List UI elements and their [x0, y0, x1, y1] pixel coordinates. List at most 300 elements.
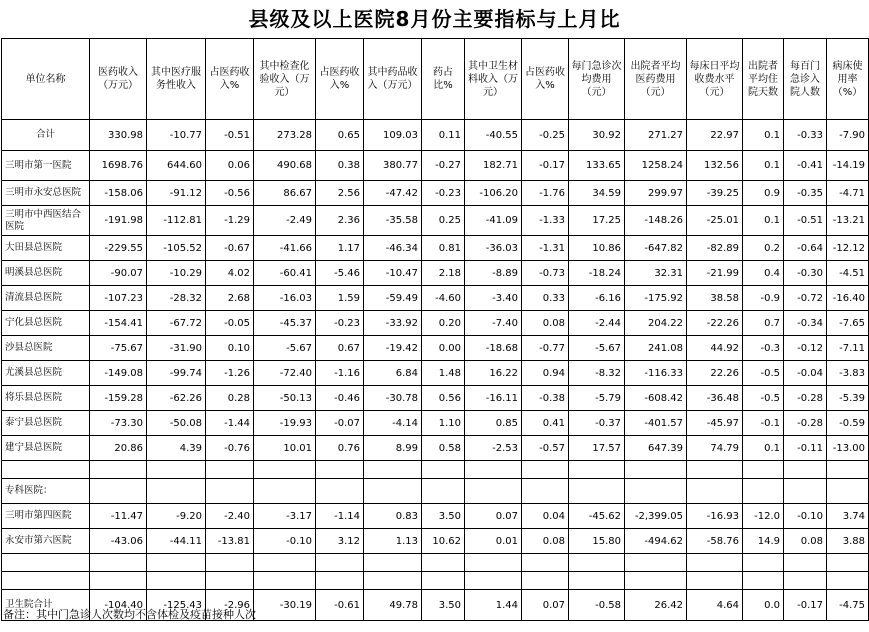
table-row — [2, 151, 869, 181]
unit-name-cell: 清流县总医院 — [2, 286, 90, 311]
value-cell: -0.05 — [206, 311, 254, 336]
column-header: 药占比% — [422, 39, 465, 120]
unit-name-cell: 宁化县总医院 — [2, 311, 90, 336]
value-cell: 30.92 — [569, 120, 625, 151]
empty-cell — [625, 461, 687, 479]
value-cell: 0.67 — [316, 336, 364, 361]
value-cell: -494.62 — [625, 529, 687, 554]
unit-name-cell: 三明市中西医结合医院 — [2, 206, 90, 236]
value-cell: 0.04 — [522, 504, 569, 529]
value-cell: -45.37 — [254, 311, 316, 336]
value-cell: -75.67 — [90, 336, 147, 361]
value-cell: -158.06 — [90, 181, 147, 206]
value-cell: -5.67 — [569, 336, 625, 361]
value-cell: -0.61 — [316, 590, 364, 621]
value-cell: 490.68 — [254, 151, 316, 181]
value-cell: -2.40 — [206, 504, 254, 529]
value-cell: 34.59 — [569, 181, 625, 206]
empty-cell — [784, 572, 827, 590]
empty-cell — [90, 572, 147, 590]
value-cell: 380.77 — [364, 151, 422, 181]
empty-cell — [784, 554, 827, 572]
value-cell: 0.83 — [364, 504, 422, 529]
empty-cell — [364, 479, 422, 504]
value-cell: 44.92 — [687, 336, 743, 361]
value-cell: -7.11 — [827, 336, 869, 361]
value-cell: -107.23 — [90, 286, 147, 311]
value-cell: -105.52 — [147, 236, 206, 261]
empty-cell — [206, 572, 254, 590]
empty-cell — [687, 479, 743, 504]
empty-cell — [316, 554, 364, 572]
value-cell: -3.40 — [465, 286, 522, 311]
value-cell: -4.14 — [364, 411, 422, 436]
value-cell: -12.0 — [743, 504, 784, 529]
value-cell: 3.88 — [827, 529, 869, 554]
empty-cell — [254, 461, 316, 479]
value-cell: -0.72 — [784, 286, 827, 311]
value-cell: 10.86 — [569, 236, 625, 261]
table-row — [2, 236, 869, 261]
value-cell: 17.57 — [569, 436, 625, 461]
empty-cell — [147, 572, 206, 590]
value-cell: 132.56 — [687, 151, 743, 181]
value-cell: 6.84 — [364, 361, 422, 386]
value-cell: -60.41 — [254, 261, 316, 286]
column-header: 每百门急诊入院人数 — [784, 39, 827, 120]
value-cell: -18.24 — [569, 261, 625, 286]
empty-cell — [522, 554, 569, 572]
table-row — [2, 436, 869, 461]
value-cell: -41.66 — [254, 236, 316, 261]
empty-cell — [316, 479, 364, 504]
table-row — [2, 120, 869, 151]
empty-cell — [687, 572, 743, 590]
empty-cell — [522, 479, 569, 504]
value-cell: -1.16 — [316, 361, 364, 386]
value-cell: 0.07 — [522, 590, 569, 621]
table-row — [2, 181, 869, 206]
value-cell: -7.65 — [827, 311, 869, 336]
footnote: 备注：其中门急诊人次数均不含体检及疫苗接种人次 — [3, 608, 256, 621]
value-cell: -2.96 — [206, 590, 254, 621]
value-cell: -0.04 — [784, 361, 827, 386]
value-cell: -41.09 — [465, 206, 522, 236]
value-cell: 0.20 — [422, 311, 465, 336]
empty-cell — [2, 554, 90, 572]
empty-cell — [569, 572, 625, 590]
table-row — [2, 311, 869, 336]
unit-name-cell: 建宁县总医院 — [2, 436, 90, 461]
value-cell: -72.40 — [254, 361, 316, 386]
value-cell: -7.90 — [827, 120, 869, 151]
value-cell: 0.08 — [784, 529, 827, 554]
specialty-section-row — [2, 479, 869, 504]
empty-cell — [147, 479, 206, 504]
value-cell: -45.97 — [687, 411, 743, 436]
value-cell: -19.42 — [364, 336, 422, 361]
empty-cell — [625, 572, 687, 590]
value-cell: 0.7 — [743, 311, 784, 336]
value-cell: -36.03 — [465, 236, 522, 261]
value-cell: -0.58 — [569, 590, 625, 621]
column-header: 病床使用率（%） — [827, 39, 869, 120]
value-cell: -62.26 — [147, 386, 206, 411]
value-cell: -10.29 — [147, 261, 206, 286]
value-cell: -401.57 — [625, 411, 687, 436]
empty-cell — [254, 554, 316, 572]
empty-cell — [364, 572, 422, 590]
value-cell: 1.44 — [465, 590, 522, 621]
value-cell: 2.18 — [422, 261, 465, 286]
value-cell: 1.13 — [364, 529, 422, 554]
unit-name-cell: 将乐县总医院 — [2, 386, 90, 411]
table-header-row — [2, 39, 869, 120]
value-cell: -22.26 — [687, 311, 743, 336]
empty-cell — [90, 554, 147, 572]
column-header: 其中卫生材料收入（万元） — [465, 39, 522, 120]
value-cell: -3.83 — [827, 361, 869, 386]
value-cell: -0.51 — [784, 206, 827, 236]
value-cell: -67.72 — [147, 311, 206, 336]
value-cell: 14.9 — [743, 529, 784, 554]
empty-cell — [743, 554, 784, 572]
indicator-table — [1, 38, 869, 621]
value-cell: -99.74 — [147, 361, 206, 386]
value-cell: 22.26 — [687, 361, 743, 386]
value-cell: -8.89 — [465, 261, 522, 286]
value-cell: -13.21 — [827, 206, 869, 236]
value-cell: -44.11 — [147, 529, 206, 554]
value-cell: -647.82 — [625, 236, 687, 261]
value-cell: -0.38 — [522, 386, 569, 411]
table-row — [2, 206, 869, 236]
value-cell: 49.78 — [364, 590, 422, 621]
value-cell: -0.73 — [522, 261, 569, 286]
value-cell: 4.39 — [147, 436, 206, 461]
value-cell: -0.17 — [522, 151, 569, 181]
value-cell: -19.93 — [254, 411, 316, 436]
unit-name-cell: 合计 — [2, 120, 90, 151]
empty-cell — [465, 461, 522, 479]
value-cell: -2.44 — [569, 311, 625, 336]
value-cell: 182.71 — [465, 151, 522, 181]
value-cell: -10.47 — [364, 261, 422, 286]
column-header: 占医药收入% — [316, 39, 364, 120]
value-cell: -1.29 — [206, 206, 254, 236]
value-cell: -21.99 — [687, 261, 743, 286]
table-row — [2, 286, 869, 311]
value-cell: 0.58 — [422, 436, 465, 461]
value-cell: 1258.24 — [625, 151, 687, 181]
value-cell: -4.51 — [827, 261, 869, 286]
value-cell: -5.39 — [827, 386, 869, 411]
empty-cell — [522, 461, 569, 479]
value-cell: -11.47 — [90, 504, 147, 529]
empty-cell — [743, 572, 784, 590]
value-cell: -0.10 — [254, 529, 316, 554]
value-cell: 0.1 — [743, 120, 784, 151]
value-cell: -46.34 — [364, 236, 422, 261]
value-cell: -106.20 — [465, 181, 522, 206]
value-cell: -40.55 — [465, 120, 522, 151]
value-cell: -43.06 — [90, 529, 147, 554]
value-cell: 15.80 — [569, 529, 625, 554]
value-cell: -16.11 — [465, 386, 522, 411]
value-cell: -0.23 — [316, 311, 364, 336]
value-cell: -5.46 — [316, 261, 364, 286]
value-cell: -148.26 — [625, 206, 687, 236]
value-cell: 0.0 — [743, 590, 784, 621]
value-cell: -16.93 — [687, 504, 743, 529]
value-cell: -0.46 — [316, 386, 364, 411]
value-cell: -0.12 — [784, 336, 827, 361]
value-cell: 1.59 — [316, 286, 364, 311]
value-cell: -31.90 — [147, 336, 206, 361]
empty-cell — [422, 479, 465, 504]
value-cell: 0.2 — [743, 236, 784, 261]
value-cell: -45.62 — [569, 504, 625, 529]
value-cell: -0.17 — [784, 590, 827, 621]
empty-cell — [743, 479, 784, 504]
unit-name-cell: 三明市永安总医院 — [2, 181, 90, 206]
empty-cell — [569, 554, 625, 572]
value-cell: -25.01 — [687, 206, 743, 236]
value-cell: -0.37 — [569, 411, 625, 436]
empty-cell — [522, 572, 569, 590]
empty-cell — [254, 479, 316, 504]
value-cell: 17.25 — [569, 206, 625, 236]
value-cell: -0.41 — [784, 151, 827, 181]
column-header: 出院者平均医药费用（元） — [625, 39, 687, 120]
column-header: 其中医疗服务性收入 — [147, 39, 206, 120]
table-row — [2, 261, 869, 286]
value-cell: -608.42 — [625, 386, 687, 411]
value-cell: 1.48 — [422, 361, 465, 386]
empty-cell — [2, 461, 90, 479]
value-cell: 0.00 — [422, 336, 465, 361]
value-cell: 0.25 — [422, 206, 465, 236]
empty-cell — [743, 461, 784, 479]
value-cell: -0.10 — [784, 504, 827, 529]
empty-cell — [465, 572, 522, 590]
empty-cell — [364, 554, 422, 572]
value-cell: 1.17 — [316, 236, 364, 261]
empty-cell — [206, 461, 254, 479]
spacer-row — [2, 572, 869, 590]
empty-cell — [827, 554, 869, 572]
value-cell: -39.25 — [687, 181, 743, 206]
empty-cell — [687, 554, 743, 572]
value-cell: -0.51 — [206, 120, 254, 151]
value-cell: 273.28 — [254, 120, 316, 151]
column-header: 其中药品收入（万元） — [364, 39, 422, 120]
value-cell: 3.74 — [827, 504, 869, 529]
value-cell: 0.41 — [522, 411, 569, 436]
value-cell: -1.33 — [522, 206, 569, 236]
table-row — [2, 361, 869, 386]
value-cell: 2.68 — [206, 286, 254, 311]
value-cell: -159.28 — [90, 386, 147, 411]
value-cell: -2,399.05 — [625, 504, 687, 529]
value-cell: 22.97 — [687, 120, 743, 151]
value-cell: -0.9 — [743, 286, 784, 311]
value-cell: 3.50 — [422, 504, 465, 529]
value-cell: -91.12 — [147, 181, 206, 206]
value-cell: -154.41 — [90, 311, 147, 336]
empty-cell — [465, 554, 522, 572]
value-cell: 330.98 — [90, 120, 147, 151]
empty-cell — [206, 479, 254, 504]
empty-cell — [827, 572, 869, 590]
value-cell: 241.08 — [625, 336, 687, 361]
column-header: 单位名称 — [2, 39, 90, 120]
spacer-row — [2, 461, 869, 479]
value-cell: 0.4 — [743, 261, 784, 286]
value-cell: -59.49 — [364, 286, 422, 311]
value-cell: 0.06 — [206, 151, 254, 181]
value-cell: -58.76 — [687, 529, 743, 554]
value-cell: -0.30 — [784, 261, 827, 286]
value-cell: 26.42 — [625, 590, 687, 621]
value-cell: 0.1 — [743, 206, 784, 236]
value-cell: -12.12 — [827, 236, 869, 261]
column-header: 每门急诊次均费用（元） — [569, 39, 625, 120]
value-cell: 0.38 — [316, 151, 364, 181]
value-cell: -0.64 — [784, 236, 827, 261]
value-cell: -0.77 — [522, 336, 569, 361]
value-cell: -33.92 — [364, 311, 422, 336]
empty-cell — [90, 479, 147, 504]
value-cell: 0.33 — [522, 286, 569, 311]
value-cell: -82.89 — [687, 236, 743, 261]
table-body — [2, 120, 869, 621]
value-cell: 0.1 — [743, 151, 784, 181]
empty-cell — [422, 572, 465, 590]
value-cell: -1.26 — [206, 361, 254, 386]
empty-cell — [316, 461, 364, 479]
empty-cell — [687, 461, 743, 479]
value-cell: 133.65 — [569, 151, 625, 181]
table-row — [2, 411, 869, 436]
value-cell: -13.00 — [827, 436, 869, 461]
value-cell: 10.62 — [422, 529, 465, 554]
value-cell: -18.68 — [465, 336, 522, 361]
value-cell: 1698.76 — [90, 151, 147, 181]
unit-name-cell: 泰宁县总医院 — [2, 411, 90, 436]
value-cell: -30.19 — [254, 590, 316, 621]
value-cell: -0.76 — [206, 436, 254, 461]
value-cell: -1.44 — [206, 411, 254, 436]
empty-cell — [364, 461, 422, 479]
value-cell: 644.60 — [147, 151, 206, 181]
unit-name-cell: 卫生院合计 — [2, 590, 90, 621]
value-cell: -1.76 — [522, 181, 569, 206]
value-cell: -14.19 — [827, 151, 869, 181]
value-cell: 0.07 — [465, 504, 522, 529]
table-row — [2, 504, 869, 529]
value-cell: -1.14 — [316, 504, 364, 529]
value-cell: -0.57 — [522, 436, 569, 461]
empty-cell — [422, 461, 465, 479]
value-cell: 2.56 — [316, 181, 364, 206]
empty-cell — [827, 461, 869, 479]
unit-name-cell: 永安市第六医院 — [2, 529, 90, 554]
unit-name-cell: 三明市第四医院 — [2, 504, 90, 529]
value-cell: -7.40 — [465, 311, 522, 336]
page-title: 县级及以上医院8月份主要指标与上月比 — [248, 7, 621, 31]
value-cell: -0.3 — [743, 336, 784, 361]
value-cell: 204.22 — [625, 311, 687, 336]
value-cell: -90.07 — [90, 261, 147, 286]
value-cell: -10.77 — [147, 120, 206, 151]
value-cell: -0.07 — [316, 411, 364, 436]
value-cell: -4.75 — [827, 590, 869, 621]
value-cell: -175.92 — [625, 286, 687, 311]
value-cell: 647.39 — [625, 436, 687, 461]
value-cell: 0.94 — [522, 361, 569, 386]
value-cell: -0.34 — [784, 311, 827, 336]
value-cell: -16.40 — [827, 286, 869, 311]
value-cell: -9.20 — [147, 504, 206, 529]
value-cell: -0.23 — [422, 181, 465, 206]
empty-cell — [422, 554, 465, 572]
value-cell: -36.48 — [687, 386, 743, 411]
value-cell: -0.33 — [784, 120, 827, 151]
column-header: 占医药收入% — [206, 39, 254, 120]
spacer-row — [2, 554, 869, 572]
unit-name-cell: 大田县总医院 — [2, 236, 90, 261]
value-cell: 0.81 — [422, 236, 465, 261]
unit-name-cell: 尤溪县总医院 — [2, 361, 90, 386]
value-cell: -112.81 — [147, 206, 206, 236]
empty-cell — [90, 461, 147, 479]
value-cell: -149.08 — [90, 361, 147, 386]
value-cell: -16.03 — [254, 286, 316, 311]
value-cell: 0.28 — [206, 386, 254, 411]
empty-cell — [254, 572, 316, 590]
value-cell: -2.53 — [465, 436, 522, 461]
value-cell: -2.49 — [254, 206, 316, 236]
value-cell: -0.11 — [784, 436, 827, 461]
value-cell: -47.42 — [364, 181, 422, 206]
value-cell: 16.22 — [465, 361, 522, 386]
value-cell: -73.30 — [90, 411, 147, 436]
value-cell: -5.67 — [254, 336, 316, 361]
value-cell: 0.08 — [522, 311, 569, 336]
value-cell: 20.86 — [90, 436, 147, 461]
value-cell: -6.16 — [569, 286, 625, 311]
value-cell: 0.9 — [743, 181, 784, 206]
empty-cell — [147, 461, 206, 479]
value-cell: 74.79 — [687, 436, 743, 461]
table-row — [2, 529, 869, 554]
value-cell: 8.99 — [364, 436, 422, 461]
empty-cell — [625, 479, 687, 504]
specialty-section-label: 专科医院： — [2, 479, 90, 504]
value-cell: 0.01 — [465, 529, 522, 554]
value-cell: 299.97 — [625, 181, 687, 206]
value-cell: -13.81 — [206, 529, 254, 554]
value-cell: 4.64 — [687, 590, 743, 621]
empty-cell — [147, 554, 206, 572]
empty-cell — [465, 479, 522, 504]
empty-cell — [569, 461, 625, 479]
value-cell: -3.17 — [254, 504, 316, 529]
column-header: 出院者平均住院天数 — [743, 39, 784, 120]
value-cell: 10.01 — [254, 436, 316, 461]
value-cell: -116.33 — [625, 361, 687, 386]
